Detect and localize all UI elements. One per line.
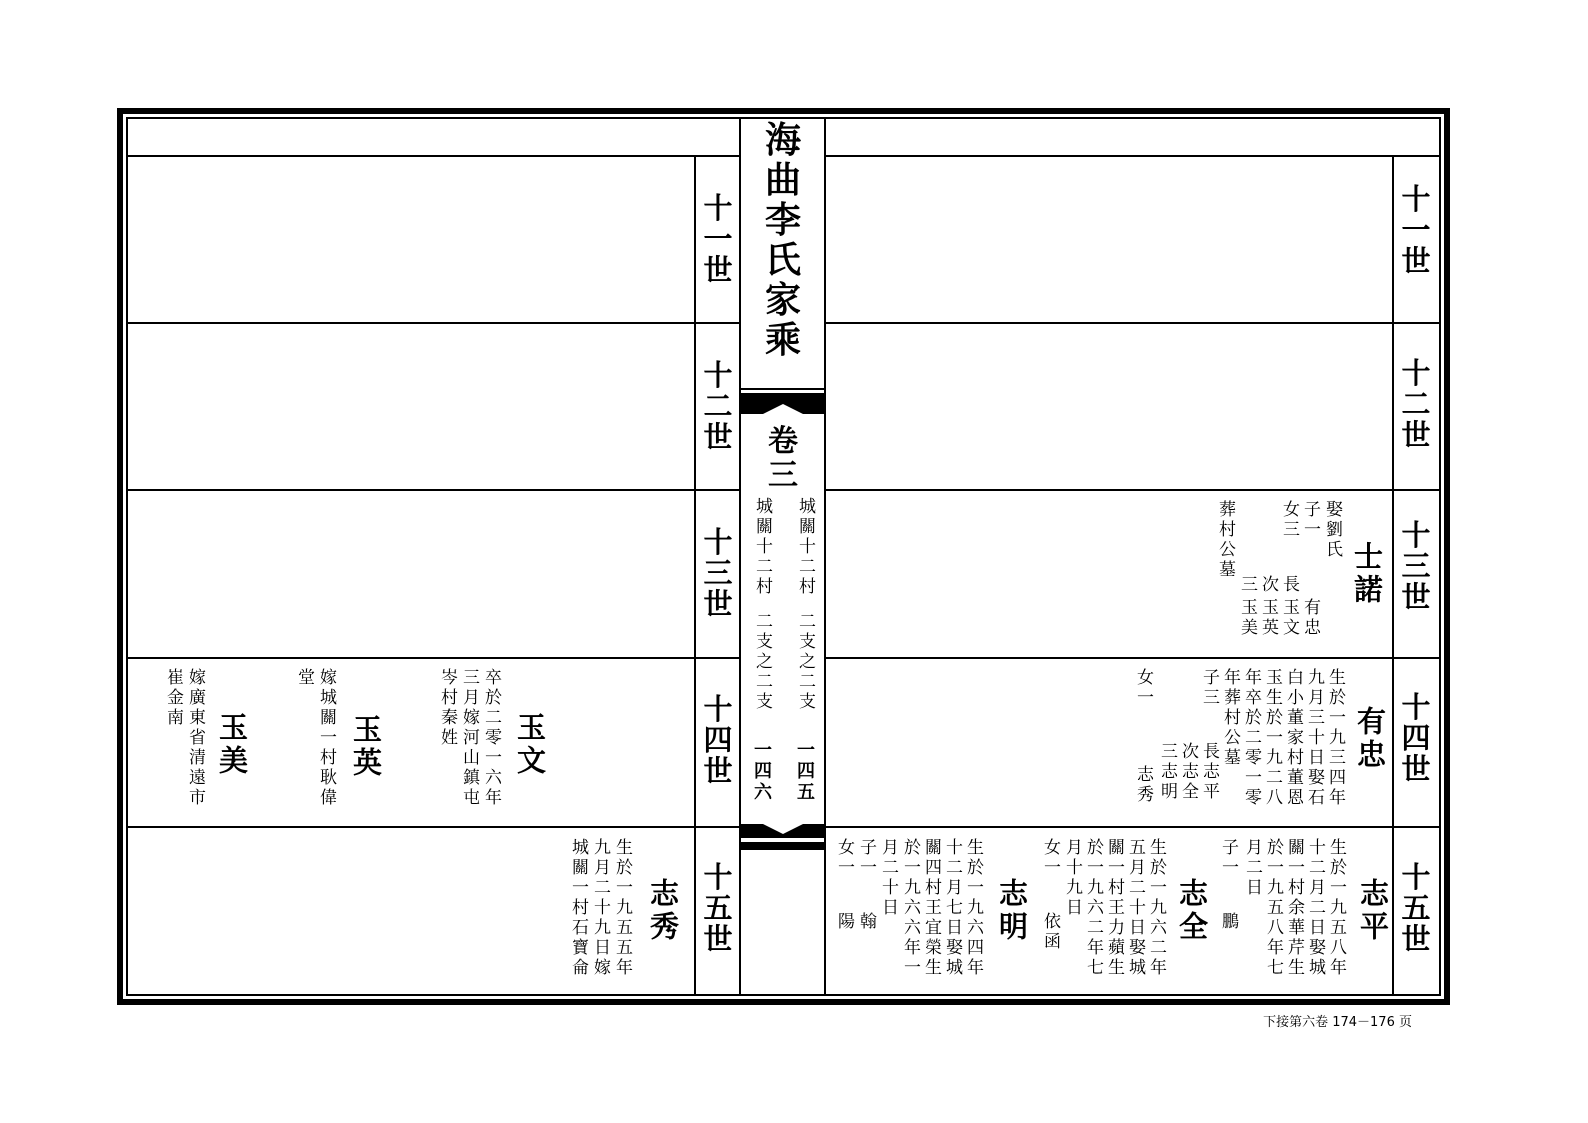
- entry-zhixiu-detail-2: 九月二十九日嫁: [590, 838, 610, 978]
- entry-youzhong-daughter: 志秀: [1133, 765, 1153, 805]
- left-row-line-14: [126, 657, 739, 659]
- entry-yuwen-detail-2: 三月嫁河山鎮屯: [459, 668, 479, 808]
- entry-yuying-detail-1: 嫁城關一村耿偉: [316, 668, 336, 808]
- entry-shinuo-son-4: 玉美: [1237, 598, 1257, 638]
- entry-zhiquan-daughter: 依函: [1040, 912, 1060, 952]
- entry-zhiming-detail-4: 於一九六六年一: [900, 838, 920, 978]
- left-row-line-15: [126, 826, 739, 828]
- right-gen-14: 十 四 世: [1401, 690, 1431, 786]
- entry-yuying-detail-2: 堂: [294, 668, 314, 688]
- right-row-line-14: [826, 657, 1441, 659]
- spine-right-branch: 二支之二支: [795, 612, 815, 712]
- entry-zhixiu-detail-3: 城關一村石寶侖: [568, 838, 588, 978]
- entry-youzhong-detail-4: 玉生於一九二八: [1262, 668, 1282, 808]
- entry-yumei-detail-2: 崔金南: [163, 668, 183, 728]
- spine-left-page: 一四六: [751, 740, 772, 803]
- left-gen-14: 十 四 世: [703, 692, 733, 788]
- entry-zhiping-name: 志平: [1356, 878, 1390, 944]
- entry-yuying-name: 玉英: [349, 714, 383, 780]
- entry-zhiquan-detail-5: 月十九日: [1062, 838, 1082, 918]
- spine-band-top: [741, 393, 825, 402]
- spine-right-page: 一四五: [794, 740, 815, 803]
- entry-zhiming-detail-6: 子一: [856, 838, 876, 878]
- entry-youzhong-son-3: 三志明: [1157, 742, 1177, 802]
- entry-shinuo-son-1: 有忠: [1300, 598, 1320, 638]
- entry-zhiping-detail-1: 生於一九五八年: [1326, 838, 1346, 978]
- entry-youzhong-son-2: 次志全: [1178, 742, 1198, 802]
- entry-youzhong-detail-2: 九月三十日娶石: [1304, 668, 1324, 808]
- left-row-line-13: [126, 489, 739, 491]
- spine-title-bottom: [739, 388, 826, 390]
- right-gen-15: 十 五 世: [1401, 860, 1431, 956]
- entry-zhiping-detail-4: 於一九五八年七: [1263, 838, 1283, 978]
- entry-yuwen-detail-3: 岑村秦姓: [437, 668, 457, 748]
- entry-yuwen-detail-1: 卒於二零一六年: [481, 668, 501, 808]
- entry-youzhong-detail-8: 女一: [1133, 668, 1153, 708]
- entry-zhiming-detail-3: 關四村王宜榮生: [921, 838, 941, 978]
- entry-zhiming-detail-1: 生於一九六四年: [963, 838, 983, 978]
- entry-youzhong-detail-1: 生於一九三四年: [1325, 668, 1345, 808]
- entry-zhiming-detail-5: 月二十日: [878, 838, 898, 918]
- entry-youzhong-son-1: 長志平: [1199, 742, 1219, 802]
- entry-zhiquan-detail-6: 女一: [1040, 838, 1060, 878]
- entry-zhiping-detail-3: 關一村余華芹生: [1284, 838, 1304, 978]
- spine-left-branch: 二支之二支: [752, 612, 772, 712]
- right-row-line-13: [826, 489, 1441, 491]
- continuation-note: 下接第六卷 174－176 页: [1263, 1015, 1412, 1030]
- entry-shinuo-son-2: 玉文: [1279, 598, 1299, 638]
- left-gen-15: 十 五 世: [703, 860, 733, 956]
- spine-chevron-top: [741, 402, 825, 414]
- entry-zhiquan-detail-3: 關一村王力蘋生: [1104, 838, 1124, 978]
- left-header-line: [126, 155, 739, 157]
- entry-youzhong-detail-5: 年卒於二零一零: [1241, 668, 1261, 808]
- entry-zhiquan-detail-2: 五月二十日娶城: [1125, 838, 1145, 978]
- entry-zhiping-detail-5: 月二日: [1242, 838, 1262, 898]
- right-gen-11: 十 一 世: [1401, 182, 1431, 278]
- entry-zhixiu-detail-1: 生於一九五五年: [612, 838, 632, 978]
- entry-shinuo-son-3: 玉英: [1258, 598, 1278, 638]
- book-title: 海 曲 李 氏 家 乘: [764, 119, 801, 361]
- entry-zhiping-son: 鵬: [1218, 912, 1238, 932]
- entry-youzhong-detail-7: 子三: [1199, 668, 1219, 708]
- entry-shinuo-son-prefix-2: 次: [1258, 575, 1278, 595]
- entry-zhiming-child-2: 陽: [834, 912, 854, 932]
- entry-zhiping-detail-2: 十二月二日娶城: [1305, 838, 1325, 978]
- entry-shinuo-detail-4: 葬村公墓: [1215, 500, 1235, 580]
- entry-shinuo-son-prefix-3: 三: [1237, 575, 1257, 595]
- volume-label: 卷 三: [768, 424, 798, 493]
- spine-right-line: [824, 117, 826, 996]
- entry-yumei-detail-1: 嫁廣東省清遠市: [185, 668, 205, 808]
- spine-left-place: 城關十二村: [752, 497, 772, 597]
- left-gen-12: 十 二 世: [703, 358, 733, 454]
- entry-shinuo-son-prefix-1: 長: [1279, 575, 1299, 595]
- entry-youzhong-name: 有忠: [1353, 706, 1387, 772]
- entry-yuwen-name: 玉文: [513, 712, 547, 778]
- spine-chevron-bottom: [741, 824, 825, 838]
- left-gen-11: 十 一 世: [703, 191, 733, 287]
- right-gen-12: 十 二 世: [1401, 356, 1431, 452]
- entry-zhiquan-detail-1: 生於一九六二年: [1146, 838, 1166, 978]
- entry-zhiping-detail-6: 子一: [1218, 838, 1238, 878]
- left-gen-13: 十 三 世: [703, 525, 733, 621]
- entry-zhixiu-name: 志秀: [646, 878, 680, 944]
- entry-shinuo-name: 士諾: [1350, 541, 1384, 607]
- entry-youzhong-detail-6: 年葬村公墓: [1220, 668, 1240, 768]
- right-header-line: [826, 155, 1441, 157]
- entry-zhiquan-name: 志全: [1175, 878, 1209, 944]
- entry-zhiming-detail-7: 女一: [834, 838, 854, 878]
- right-row-line-15: [826, 826, 1441, 828]
- entry-shinuo-detail-2: 子一: [1300, 500, 1320, 540]
- entry-zhiming-detail-2: 十二月七日娶城: [942, 838, 962, 978]
- entry-yumei-name: 玉美: [215, 712, 249, 778]
- right-gen-13: 十 三 世: [1401, 518, 1431, 614]
- entry-zhiquan-detail-4: 於一九六二年七: [1083, 838, 1103, 978]
- entry-youzhong-detail-3: 白小董家村董恩: [1283, 668, 1303, 808]
- entry-shinuo-detail-3: 女三: [1279, 500, 1299, 540]
- spine-band-bottom: [741, 842, 825, 850]
- right-row-line-12: [826, 322, 1441, 324]
- entry-shinuo-detail-1: 娶劉氏: [1322, 500, 1342, 560]
- spine-right-place: 城關十二村: [795, 497, 815, 597]
- entry-zhiming-child-1: 翰: [856, 912, 876, 932]
- entry-zhiming-name: 志明: [995, 878, 1029, 944]
- left-row-line-12: [126, 322, 739, 324]
